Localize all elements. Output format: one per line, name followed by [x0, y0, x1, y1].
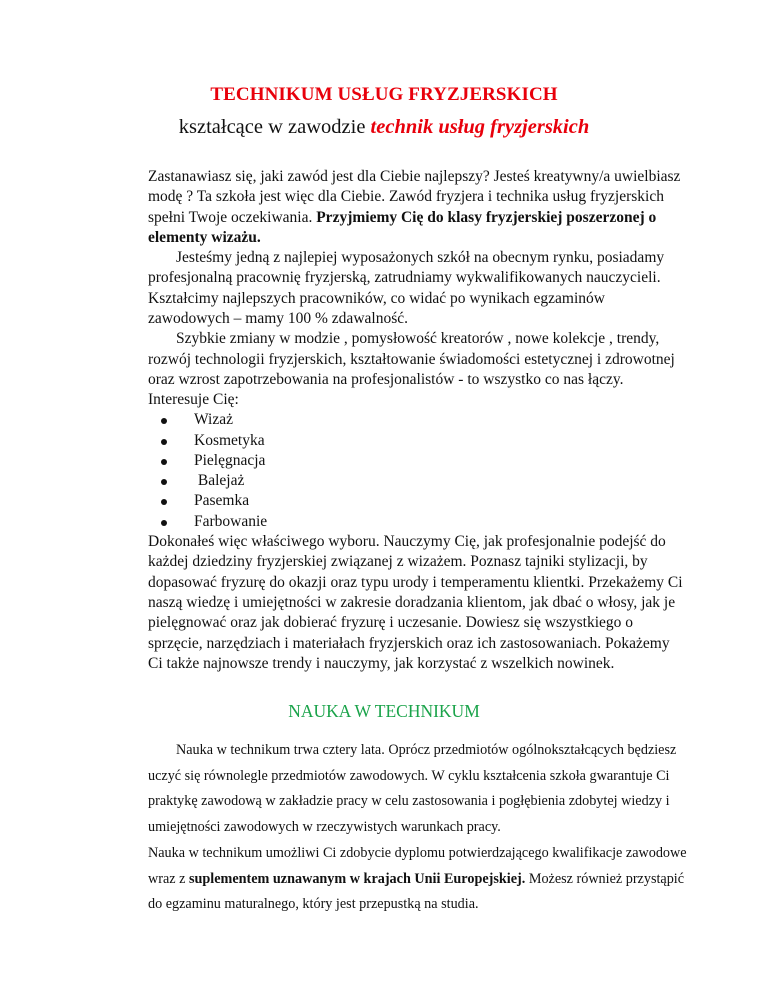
- intro-paragraph-3: Szybkie zmiany w modzie , pomysłowość kreatorów , nowe kolekcje , trendy, rozwój technologii fryzjerskich, kształtowanie świadomości estetycznej i zdrowotnej oraz wzrost zapotrzebowania na profesjonalistów - to wszystko co nas łączy.: [148, 330, 675, 388]
- page-title: TECHNIKUM USŁUG FRYZJERSKICH: [210, 84, 558, 105]
- page-subtitle: [0, 116, 768, 139]
- intro-text: Zastanawiasz się, jaki zawód jest dla Ciebie najlepszy? Jesteś kreatywny/a uwielbiasz modę ? Ta szkoła jest więc dla Ciebie. Zawód fryzjera i technika usług fryzjerskich spełni Twoje oczekiwania.: [148, 168, 681, 226]
- list-item: Pasemka: [148, 491, 688, 511]
- nauka-bold-text: suplementem uznawanym w krajach Unii Europejskiej.: [188, 870, 526, 887]
- nauka-paragraph-2: [148, 841, 688, 918]
- nauka-text-b: Możesz również przystąpić do egzaminu maturalnego, który jest przepustką na studia.: [148, 870, 685, 913]
- section-title: NAUKA W TECHNIKUM: [288, 701, 480, 721]
- nauka-paragraph-1: Nauka w technikum trwa cztery lata. Oprócz przedmiotów ogólnokształcących będziesz uczyć się równolegle przedmiotów zawodowych. W cyklu kształcenia szkoła gwarantuje Ci praktykę zawodową w zakładzie pracy w celu zastosowania i pogłębienia zdobytej wiedzy i umiejętności zawodowych w rzeczywistych warunkach pracy.: [148, 742, 677, 836]
- list-item: Pielęgnacja: [148, 451, 688, 471]
- interest-list: [148, 410, 688, 532]
- nauka-text-a: Nauka w technikum umożliwi Ci zdobycie dyplomu potwierdzającego kwalifikacje zawodowe wraz z: [148, 844, 687, 887]
- intro-section: [148, 167, 688, 390]
- nauka-section: [148, 738, 688, 918]
- intro-paragraph-2: Jesteśmy jedną z najlepiej wyposażonych szkół na obecnym rynku, posiadamy profesjonalną pracownię fryzjerską, zatrudniamy wykwalifikowanych nauczycieli. Kształcimy najlepszych pracowników, co widać po wynikach egzaminów zawodowych – mamy 100 % zdawalność.: [148, 249, 665, 328]
- interest-paragraph: Dokonałeś więc właściwego wyboru. Nauczymy Cię, jak profesjonalnie podejść do każdej dziedziny fryzjerskiej związanej z wizażem. Poznasz tajniki stylizacji, by dopasować fryzurę do okazji oraz typu urody i temperamentu klientki. Przekażemy Ci naszą wiedzę i umiejętności w zakresie doradzania klientom, jak dbać o włosy, jak je pielęgnować oraz jak dobierać fryzurę i uczesanie. Dowiesz się wszystkiego o sprzęcie, narzędziach i materiałach fryzjerskich oraz ich zastosowaniach. Pokażemy Ci także najnowsze trendy i nauczymy, jak korzystać z wszelkich nowinek.: [148, 533, 683, 672]
- interest-section: [148, 390, 688, 674]
- list-item: Farbowanie: [148, 512, 688, 532]
- intro-bold-text: Przyjmiemy Cię do klasy fryzjerskiej poszerzonej o elementy wizażu.: [148, 208, 657, 246]
- list-item: Balejaż: [148, 471, 688, 491]
- interest-heading: Interesuje Cię:: [148, 391, 239, 408]
- subtitle-highlight: technik usług fryzjerskich: [370, 116, 590, 138]
- subtitle-prefix: kształcące w zawodzie: [178, 116, 371, 138]
- intro-paragraph-1: [148, 167, 688, 248]
- list-item: Kosmetyka: [148, 431, 688, 451]
- list-item: Wizaż: [148, 410, 688, 430]
